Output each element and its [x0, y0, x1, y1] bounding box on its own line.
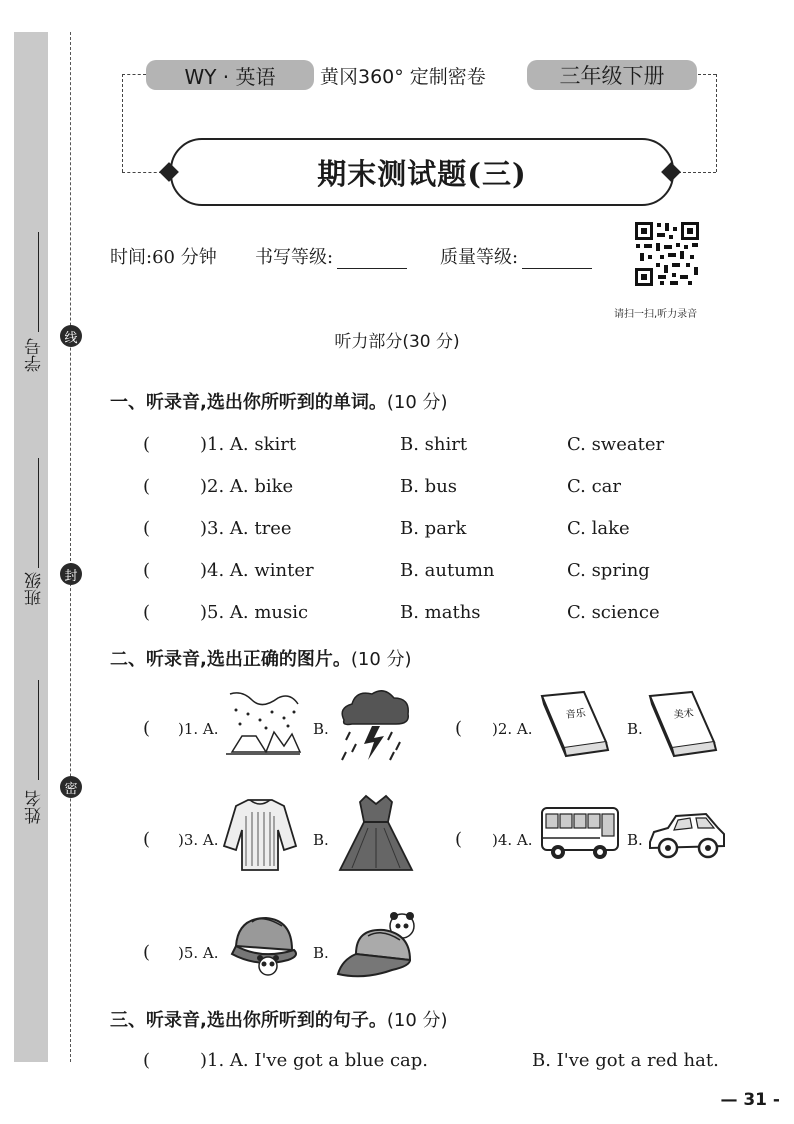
p2-q1-label: )1. A.	[178, 720, 219, 738]
quality-grade-blank[interactable]	[522, 250, 592, 269]
part3-heading-text: 三、听录音,选出你所听到的句子。	[110, 1010, 387, 1031]
dress-icon[interactable]	[338, 792, 414, 876]
p1-q5-option-c[interactable]: C. science	[567, 602, 660, 623]
seal-mark-secret: 密	[60, 776, 82, 798]
p2-q3-label: )3. A.	[178, 831, 219, 849]
book-icon[interactable]	[538, 690, 610, 760]
p2-q4-label: )4. A.	[492, 831, 533, 849]
p2-q3-b-label: B.	[313, 831, 329, 849]
header-dash-left-b	[122, 172, 162, 173]
snow-scene-icon[interactable]	[222, 690, 302, 762]
car-icon[interactable]	[646, 808, 728, 862]
quality-grade-label: 质量等级:	[440, 247, 519, 268]
title-frame	[170, 138, 674, 206]
p2-q2-open-paren[interactable]: (	[455, 718, 463, 739]
book-icon[interactable]	[646, 690, 718, 760]
p3-q1-option-a[interactable]: )1. A. I've got a blue cap.	[200, 1050, 429, 1071]
p3-q1-open-paren[interactable]: (	[143, 1050, 151, 1071]
p2-q2-b-label: B.	[627, 720, 643, 738]
part2-points: (10 分)	[350, 649, 412, 670]
part3-heading	[110, 1006, 448, 1032]
p2-q2-label: )2. A.	[492, 720, 533, 738]
part1-points: (10 分)	[386, 392, 448, 413]
series-badge: WY · 英语	[146, 60, 314, 90]
p1-q2-option-a[interactable]: )2. A. bike	[200, 476, 294, 497]
name-blank[interactable]	[38, 680, 39, 780]
p1-q2-option-c[interactable]: C. car	[567, 476, 621, 497]
student-id-label: 学号	[25, 338, 45, 372]
p1-q2-option-b[interactable]: B. bus	[400, 476, 458, 497]
brand-label: 黄冈360° 定制密卷	[320, 66, 486, 88]
p1-q5-option-a[interactable]: )5. A. music	[200, 602, 309, 623]
page-title: 期末测试题(三)	[317, 156, 527, 191]
part2-heading	[110, 645, 412, 671]
p2-q1-b-label: B.	[313, 720, 329, 738]
p1-q5-open-paren[interactable]: (	[143, 602, 151, 623]
p1-q3-option-b[interactable]: B. park	[400, 518, 467, 539]
sweater-icon[interactable]	[222, 796, 298, 874]
p2-q4-b-label: B.	[627, 831, 643, 849]
student-id-blank[interactable]	[38, 232, 39, 332]
p1-q3-option-a[interactable]: )3. A. tree	[200, 518, 292, 539]
qr-code-icon[interactable]	[634, 221, 700, 287]
writing-grade-blank[interactable]	[337, 250, 407, 269]
book-a-title: 音乐	[565, 707, 587, 721]
cap-icon[interactable]	[334, 910, 420, 984]
writing-grade-field	[255, 243, 407, 269]
book-b-title: 美术	[673, 707, 695, 721]
p1-q1-option-b[interactable]: B. shirt	[400, 434, 468, 455]
p1-q3-option-c[interactable]: C. lake	[567, 518, 630, 539]
class-label: 班级	[25, 572, 45, 606]
header-dash-right-b	[678, 172, 716, 173]
section-title: 听力部分(30 分)	[334, 332, 460, 352]
time-label: 时间:60 分钟	[110, 247, 217, 268]
p2-q4-open-paren[interactable]: (	[455, 829, 463, 850]
part1-heading-text: 一、听录音,选出你所听到的单词。	[110, 392, 387, 413]
p3-q1-option-b[interactable]: B. I've got a red hat.	[532, 1050, 719, 1071]
cap-icon[interactable]	[222, 910, 302, 980]
p2-q1-open-paren[interactable]: (	[143, 718, 151, 739]
binding-cut-line	[70, 32, 71, 1062]
p1-q4-option-a[interactable]: )4. A. winter	[200, 560, 314, 581]
class-blank[interactable]	[38, 458, 39, 568]
qr-caption: 请扫一扫,听力录音	[614, 309, 698, 320]
seal-mark-seal: 封	[60, 563, 82, 585]
grade-badge: 三年级下册	[527, 60, 697, 90]
thunderstorm-icon[interactable]	[334, 686, 414, 766]
bus-icon[interactable]	[540, 804, 620, 862]
p1-q4-option-c[interactable]: C. spring	[567, 560, 650, 581]
binding-strip	[14, 32, 48, 1062]
header-dash-left	[122, 74, 146, 75]
p2-q5-b-label: B.	[313, 944, 329, 962]
header-dash-right-v	[716, 74, 717, 172]
seal-mark-line: 线	[60, 325, 82, 347]
p1-q1-option-a[interactable]: )1. A. skirt	[200, 434, 297, 455]
part3-points: (10 分)	[386, 1010, 448, 1031]
p1-q5-option-b[interactable]: B. maths	[400, 602, 481, 623]
p2-q5-open-paren[interactable]: (	[143, 942, 151, 963]
p2-q5-label: )5. A.	[178, 944, 219, 962]
part1-heading	[110, 388, 448, 414]
p1-q1-open-paren[interactable]: (	[143, 434, 151, 455]
header-dash-left-v	[122, 74, 123, 172]
page-number: — 31 -	[720, 1090, 780, 1110]
p1-q1-option-c[interactable]: C. sweater	[567, 434, 665, 455]
quality-grade-field	[440, 243, 592, 269]
name-label: 姓名	[25, 790, 45, 824]
header-dash-right	[698, 74, 716, 75]
p2-q3-open-paren[interactable]: (	[143, 829, 151, 850]
p1-q4-open-paren[interactable]: (	[143, 560, 151, 581]
p1-q4-option-b[interactable]: B. autumn	[400, 560, 495, 581]
writing-grade-label: 书写等级:	[255, 247, 334, 268]
part2-heading-text: 二、听录音,选出正确的图片。	[110, 649, 351, 670]
p1-q2-open-paren[interactable]: (	[143, 476, 151, 497]
p1-q3-open-paren[interactable]: (	[143, 518, 151, 539]
